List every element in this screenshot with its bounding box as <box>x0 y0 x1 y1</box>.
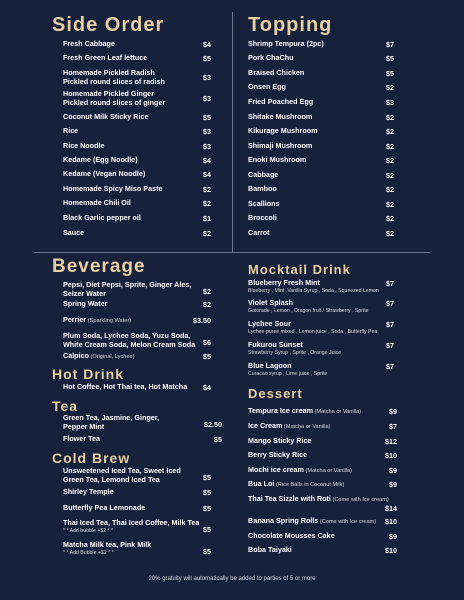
topping-item-name: Braised Chicken <box>248 68 305 77</box>
item-subtext: (Rice Balls in Coconut Milk) <box>274 482 345 488</box>
mocktail-item-price: $7 <box>386 341 394 350</box>
side-order-item-name: Homemade Spicy Miso Paste <box>63 184 163 193</box>
topping-item-name: Scallions <box>248 199 280 208</box>
mocktail-item-name: Blue Lagoon Curacao syrup , Lime juice , Sprite <box>248 361 328 377</box>
beverage-item-price: $6 <box>203 338 211 347</box>
side-order-item-name: Sauce <box>63 228 85 237</box>
topping-item-name: Broccoli <box>248 213 277 222</box>
topping-title: Topping <box>248 14 333 36</box>
topping-item-name: Pork ChaChu <box>248 53 294 62</box>
item-subtext: (Original, Lychee) <box>88 354 135 360</box>
beverage-item-price: $2 <box>203 287 211 296</box>
item-note: * * Add bubble +$2 * * <box>63 527 114 534</box>
dessert-item-price: $9 <box>389 466 397 475</box>
dessert-item-name: Boba Taiyaki <box>248 545 292 554</box>
dessert-item-price: $9 <box>389 532 397 541</box>
mocktail-item-price: $7 <box>386 279 394 288</box>
side-order-item-price: $4 <box>203 156 211 165</box>
mocktail-item-name: Violet Splash Gatorade , Lemon , Dragon fruit / Strawberry , Sprite <box>248 298 369 314</box>
item-subtext: (Come with Ice cream) <box>330 497 389 503</box>
cold-brew-item-name: Matcha Milk tea, Pink Milk * * Add Bubble +$2 * * <box>63 540 152 556</box>
tea-item-name: Green Tea, Jasmine, Ginger, Pepper Mint <box>63 413 160 431</box>
topping-item-price: $2 <box>386 214 394 223</box>
hot-drink-item-price: $4 <box>203 383 211 392</box>
topping-item-price: $5 <box>386 69 394 78</box>
tea-title: Tea <box>52 398 79 414</box>
dessert-item-price: $12 <box>385 437 397 446</box>
side-order-item-name: Homemade Pickled Ginger Pickled round slices of ginger <box>63 89 166 107</box>
side-order-item-name: Homemade Chili Oil <box>63 198 131 207</box>
side-order-item-name: Homemade Pickled Radish Pickled round slices of radish <box>63 68 165 86</box>
column-divider <box>232 12 233 252</box>
cold-brew-item-price: $5 <box>203 504 211 513</box>
topping-item-price: $2 <box>386 200 394 209</box>
topping-item-price: $2 <box>386 83 394 92</box>
item-note: * * Add Bubble +$2 * * <box>63 549 114 556</box>
tea-item-price: $5 <box>214 435 222 444</box>
item-description: Blueberry , Mint ,Vanilla Syrup , Soda , Squeezed Lemon <box>248 287 379 294</box>
dessert-item-name: Chocolate Mousses Cake <box>248 531 335 540</box>
item-subtext: (Matcha or Vanilla) <box>303 468 353 474</box>
topping-item-price: $2 <box>386 185 394 194</box>
side-order-item-price: $4 <box>203 40 211 49</box>
dessert-item-name: Thai Tea Sizzle with Roti (Come with Ice cream) <box>248 494 389 503</box>
topping-item-name: Carrot <box>248 228 270 237</box>
beverage-item-name: Plum Soda, Lychee Soda, Yuzu Soda, White Cream Soda, Melon Cream Soda <box>63 331 196 349</box>
side-order-item-price: $5 <box>203 113 211 122</box>
dessert-item-price: $7 <box>389 422 397 431</box>
hot-drink-item-name: Hot Coffee, Hot Thai tea, Hot Matcha <box>63 382 188 391</box>
dessert-item-name: Mango Sticky Rice <box>248 436 312 445</box>
item-subtext: (Sparkling Water) <box>86 318 132 324</box>
dessert-item-name: Banana Spring Rolls (Come with Ice cream) <box>248 516 377 525</box>
dessert-item-price: $10 <box>385 451 397 460</box>
dessert-item-price: $14 <box>385 504 397 513</box>
cold-brew-item-name: Butterfly Pea Lemonade <box>63 503 146 512</box>
topping-item-price: $2 <box>386 127 394 136</box>
cold-brew-item-price: $5 <box>203 525 211 534</box>
item-subtext: (Matcha or Vanilla) <box>313 409 362 415</box>
side-order-item-name: Fresh Cabbage <box>63 39 115 48</box>
side-order-item-price: $1 <box>203 214 211 223</box>
side-order-item-name: Black Garlic pepper oil <box>63 213 141 222</box>
item-description: Curacao syrup , Lime juice , Sprite <box>248 370 328 377</box>
beverage-item-name: Calpico (Original, Lychee) <box>63 351 135 360</box>
dessert-item-name: Mochi ice cream (Matcha or Vanilla) <box>248 465 353 474</box>
side-order-item-price: $2 <box>203 229 211 238</box>
item-subtext: (Come with Ice cream) <box>318 519 377 525</box>
dessert-item-name: Berry Sticky Rice <box>248 450 308 459</box>
item-description: Gatorade , Lemon , Dragon fruit / Strawberry , Sprite <box>248 307 369 314</box>
mocktail-item-price: $7 <box>386 362 394 371</box>
dessert-item-name: Ice Cream (Matcha or Vanilla) <box>248 421 331 430</box>
side-order-item-name: Fresh Green Leaf lettuce <box>63 53 148 62</box>
topping-item-name: Onsen Egg <box>248 82 286 91</box>
side-order-item-price: $3 <box>203 127 211 136</box>
dessert-item-price: $10 <box>385 546 397 555</box>
topping-item-price: $2 <box>386 142 394 151</box>
gratuity-note: 20% gratuity will automatically be added to parties of 5 or more <box>148 576 316 582</box>
side-order-item-name: Rice <box>63 126 79 135</box>
side-order-item-price: $2 <box>203 185 211 194</box>
topping-item-price: $2 <box>386 156 394 165</box>
item-subtext: (Matcha or Vanilla) <box>282 424 331 430</box>
topping-item-name: Enoki Mushroom <box>248 155 307 164</box>
dessert-item-name: Bua Loi (Rice Balls in Coconut Milk) <box>248 479 345 488</box>
cold-brew-item-name: Unsweetened Iced Tea, Sweet Iced Green Tea, Lemond Iced Tea <box>63 466 181 484</box>
topping-item-name: Bamboo <box>248 184 277 193</box>
hot-drink-title: Hot Drink <box>52 366 124 382</box>
cold-brew-item-price: $5 <box>203 473 211 482</box>
beverage-item-price: $3.50 <box>193 316 211 325</box>
cold-brew-item-name: Thai Iced Tea, Thai Iced Coffee, Milk Tea * * Add bubble +$2 * * <box>63 518 200 534</box>
topping-item-price: $2 <box>386 113 394 122</box>
topping-item-price: $5 <box>386 54 394 63</box>
topping-item-price: $2 <box>386 171 394 180</box>
side-order-item-price: $3 <box>203 73 211 82</box>
topping-item-price: $2 <box>386 229 394 238</box>
cold-brew-title: Cold Brew <box>52 450 131 466</box>
dessert-item-name: Tempura Ice cream (Matcha or Vanilla) <box>248 406 362 415</box>
tea-item-price: $2.50 <box>204 420 222 429</box>
dessert-item-price: $9 <box>389 407 397 416</box>
side-order-item-name: Rice Noodle <box>63 141 105 150</box>
side-order-item-name: Coconut Milk Sticky Rice <box>63 112 149 121</box>
topping-item-name: Shimaji Mushroom <box>248 141 313 150</box>
topping-item-name: Shitake Mushroom <box>248 112 313 121</box>
side-order-item-price: $3 <box>203 94 211 103</box>
dessert-item-price: $10 <box>385 517 397 526</box>
topping-item-name: Fried Poached Egg <box>248 97 314 106</box>
beverage-item-name: Spring Water <box>63 299 108 308</box>
cold-brew-item-name: Shirley Temple <box>63 487 114 496</box>
dessert-title: Dessert <box>248 386 303 401</box>
topping-item-name: Shrimp Tempura (2pc) <box>248 39 324 48</box>
cold-brew-item-price: $5 <box>203 488 211 497</box>
mocktail-item-name: Blueberry Fresh Mint Blueberry , Mint ,Vanilla Syrup , Soda , Squeezed Lemon <box>248 278 379 294</box>
cold-brew-item-price: $5 <box>203 547 211 556</box>
dessert-item-price: $9 <box>389 480 397 489</box>
mocktail-item-price: $7 <box>386 299 394 308</box>
topping-item-name: Kikurage Mushroom <box>248 126 318 135</box>
side-order-item-price: $3 <box>203 142 211 151</box>
topping-item-name: Cabbage <box>248 170 279 179</box>
mocktail-item-name: Fukurou Sunset Strawberry Syrup , Sprite , Orange Juice <box>248 340 342 356</box>
topping-item-price: $7 <box>386 40 394 49</box>
side-order-item-name: Kedame (Vegan Noodle) <box>63 169 146 178</box>
tea-item-name: Flower Tea <box>63 434 101 443</box>
beverage-item-price: $5 <box>203 352 211 361</box>
side-order-item-price: $2 <box>203 199 211 208</box>
mocktail-item-price: $7 <box>386 320 394 329</box>
item-description: Lychee puree mixed , Lemon juice , Soda , Butterfly Pea <box>248 328 378 335</box>
beverage-title: Beverage <box>52 256 146 277</box>
side-order-item-price: $4 <box>203 170 211 179</box>
beverage-item-price: $2 <box>203 300 211 309</box>
mocktail-item-name: Lychee Sour Lychee puree mixed , Lemon juice , Soda , Butterfly Pea <box>248 319 378 335</box>
side-order-item-name: Kedame (Egg Noodle) <box>63 155 138 164</box>
section-divider <box>34 252 430 253</box>
side-order-item-price: $5 <box>203 54 211 63</box>
beverage-item-name: Pepsi, Diet Pepsi, Sprite, Ginger Ales, Selzer Water <box>63 280 192 298</box>
beverage-item-name: Perrier (Sparkling Water) <box>63 315 132 324</box>
topping-item-price: $3 <box>386 98 394 107</box>
item-description: Strawberry Syrup , Sprite , Orange Juice <box>248 349 342 356</box>
mocktail-title: Mocktail Drink <box>248 262 351 277</box>
side-order-title: Side Order <box>52 14 165 36</box>
